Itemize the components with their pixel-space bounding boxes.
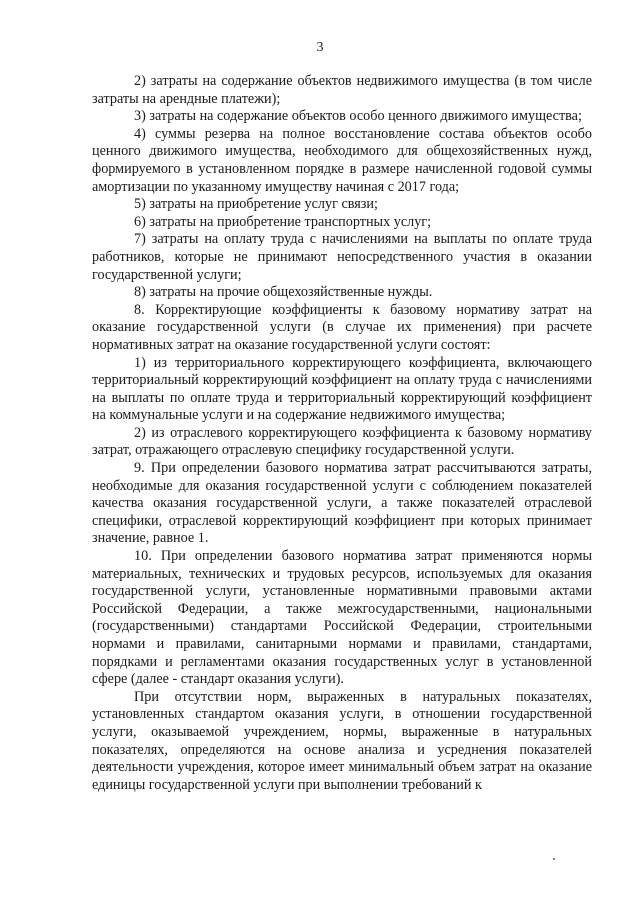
paragraph-item-7: 7) затраты на оплату труда с начислениями на выплаты по оплате труда работников, которые не принимают непосредственного участия в оказании государственной услуги; [92,231,592,283]
paragraph-clause-8: 8. Корректирующие коэффициенты к базовому нормативу затрат на оказание государственной услуги (в случае их применения) при расчете нормативных затрат на оказание государственной услуги состоят: [92,301,592,353]
paragraph-item-3: 3) затраты на содержание объектов особо ценного движимого имущества; [134,108,582,125]
paragraph-item-8: 8) затраты на прочие общехозяйственные нужды. [134,284,433,301]
page-number: 3 [316,40,324,55]
paragraph-item-2: 2) затраты на содержание объектов недвижимого имущества (в том числе затраты на арендные платежи); [92,73,592,107]
paragraph-item-4: 4) суммы резерва на полное восстановление состава объектов особо ценного движимого имущества, необходимого для общехозяйственных нужд, формируемого в установленном порядке в размере начисленной годовой суммы амортизации по указанному имуществу начиная с 2017 года; [92,125,592,195]
paragraph-clause-8-item-2: 2) из отраслевого корректирующего коэффициента к базовому нормативу затрат, отражающего отраслевую специфику государственной услуги. [92,424,592,459]
paragraph-clause-10: 10. При определении базового норматива затрат применяются нормы материальных, технических и трудовых ресурсов, используемых для оказания государственной услуги, установленные нормативными правовыми актами Российской Федерации, а также межгосударственными, национальными (государственными) стандартами Российской Федерации, строительными нормами и правилами, санитарными нормами и правилами, стандартами, порядками и регламентами оказания государственных услуг в установленной сфере (далее - стандарт оказания услуги). [92,548,592,688]
paragraph-clause-9: 9. При определении базового норматива затрат рассчитываются затраты, необходимые для оказания государственной услуги с соблюдением показателей качества оказания государственной услуги, а также показателей отраслевой специфики, отраслевой корректирующий коэффициент при которых принимает значение, равное 1. [92,460,592,547]
document-body [92,73,592,794]
paragraph-clause-10-continued: При отсутствии норм, выраженных в натуральных показателях, установленных стандартом оказания услуги, в отношении государственной услуги, оказываемой учреждением, нормы, выраженные в натуральных показателях, определяются на основе анализа и усреднения показателей деятельности учреждения, которое имеет минимальный объем затрат на оказание единицы государственной услуги при выполнении требований к [92,688,592,793]
paragraph-item-6: 6) затраты на приобретение транспортных услуг; [134,213,432,230]
paragraph-item-5: 5) затраты на приобретение услуг связи; [134,196,378,213]
scan-speck [553,858,555,860]
paragraph-clause-8-item-1: 1) из территориального корректирующего коэффициента, включающего территориальный корректирующий коэффициент на оплату труда с начислениями на выплаты по оплате труда и территориальный корректирующий коэффициент на коммунальные услуги и на содержание недвижимого имущества; [92,354,592,424]
